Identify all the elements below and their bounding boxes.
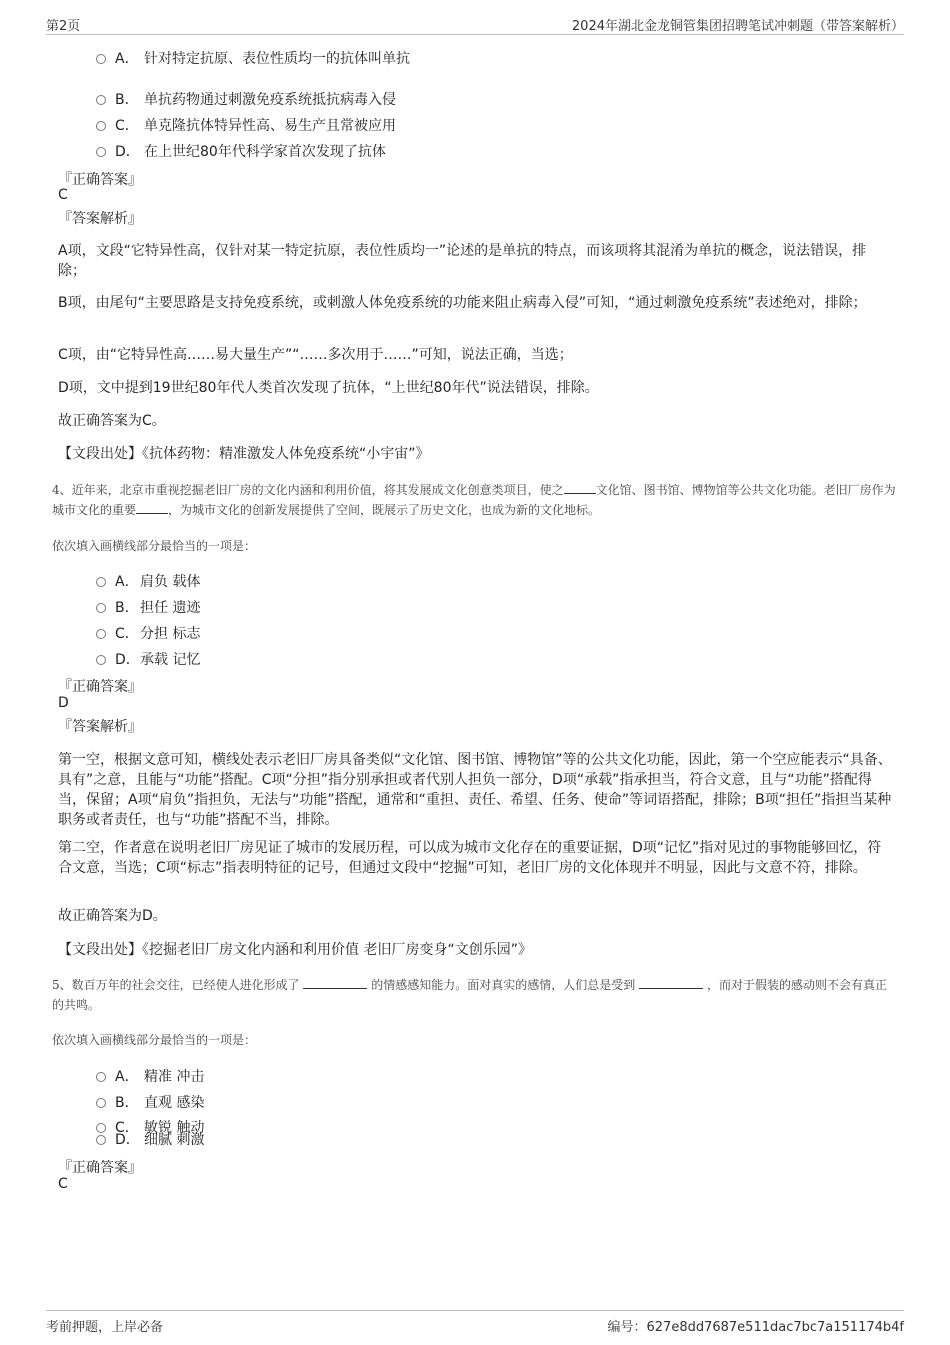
radio-icon[interactable]: [96, 1098, 106, 1108]
q4-stem: 4、近年来，北京市重视挖掘老旧厂房的文化内涵和利用价值，将其发展成文化创意类项目，使之 文化馆、图书馆、博物馆等公共文化功能。老旧厂房作为城市文化的重要 ，为城市文化的创新发展提供了空间，既展示了历史文化，也成为新的文化地标。: [52, 483, 896, 517]
blank-line: [303, 976, 367, 989]
page-header: [46, 14, 904, 35]
q4-instruction: 依次填入画横线部分最恰当的一项是：: [52, 539, 257, 553]
page-number: 第2页: [46, 19, 81, 34]
q3-analysis-c: C项，由“它特异性高……易大量生产”“……多次用于……”可知，说法正确，当选；: [58, 347, 573, 363]
q3-source: 【文段出处】《抗体药物：精准激发人体免疫系统“小宇宙”》: [58, 446, 430, 462]
radio-icon[interactable]: [96, 1123, 106, 1133]
q4-analysis-2: 第二空，作者意在说明老旧厂房见证了城市的发展历程，可以成为城市文化存在的重要证据，D项“记忆”指对见过的事物能够回忆，符合文意，当选；C项“标志”指表明特征的记号，但通过文段中“挖掘”可知，老旧厂房的文化体现并不明显，因此与文意不符，排除。: [58, 840, 882, 876]
q4-answer: D: [58, 695, 69, 711]
blank-line: [639, 976, 703, 989]
q5-answer: C: [58, 1176, 68, 1192]
q4-analysis-label: 『答案解析』: [58, 719, 142, 735]
radio-icon[interactable]: [96, 54, 106, 64]
radio-icon[interactable]: [96, 577, 106, 587]
radio-icon[interactable]: [96, 1072, 106, 1082]
radio-icon[interactable]: [96, 121, 106, 131]
radio-icon[interactable]: [96, 147, 106, 157]
q4-conclusion: 故正确答案为D。: [58, 908, 167, 924]
blank-line: [564, 481, 596, 494]
q3-answer: C: [58, 187, 68, 203]
radio-icon[interactable]: [96, 1135, 106, 1145]
blank-line: [136, 501, 168, 514]
q4-answer-label: 『正确答案』: [58, 679, 142, 695]
radio-icon[interactable]: [96, 655, 106, 665]
q3-analysis-a: A项，文段“它特异性高，仅针对某一特定抗原，表位性质均一”论述的是单抗的特点，而该项将其混淆为单抗的概念，说法错误，排除；: [58, 243, 867, 279]
q5-stem: 5、数百万年的社会交往，已经使人进化形成了 的情感感知能力。面对真实的感情，人们总是受到 ，而对于假装的感动则不会有真正的共鸣。: [52, 978, 887, 1012]
q3-analysis-b: B项，由尾句“主要思路是支持免疫系统，或刺激人体免疫系统的功能来阻止病毒入侵”可知，“通过刺激免疫系统”表述绝对，排除；: [58, 295, 867, 311]
q3-answer-label: 『正确答案』: [58, 172, 142, 188]
q4-analysis-1: 第一空，根据文意可知，横线处表示老旧厂房具备类似“文化馆、图书馆、博物馆”等的公共文化功能，因此，第一个空应能表示“具备、具有”之意，且能与“功能”搭配。C项“分担”指分别承担或者代别人担负一部分，D项“承载”指承担当，符合文意，且与“功能”搭配得当，保留；A项“肩负”指担负，无法与“功能”搭配，通常和“重担、责任、希望、任务、使命”等词语搭配，排除；B项“担任”指担当某种职务或者责任，也与“功能”搭配不当，排除。: [58, 752, 892, 828]
q3-analysis-d: D项，文中提到19世纪80年代人类首次发现了抗体，“上世纪80年代”说法错误，排除。: [58, 380, 599, 396]
page-footer: [46, 1310, 904, 1335]
document-serial: 编号：627e8dd7687e511dac7bc7a151174b4f: [607, 1320, 904, 1335]
footer-slogan: 考前押题，上岸必备: [46, 1320, 164, 1335]
radio-icon[interactable]: [96, 95, 106, 105]
q4-source: 【文段出处】《挖掘老旧厂房文化内涵和利用价值 老旧厂房变身“文创乐园”》: [58, 942, 532, 958]
document-title: 2024年湖北金龙铜管集团招聘笔试冲刺题（带答案解析）: [571, 19, 904, 34]
radio-icon[interactable]: [96, 603, 106, 613]
q3-analysis-label: 『答案解析』: [58, 211, 142, 227]
q5-instruction: 依次填入画横线部分最恰当的一项是：: [52, 1033, 257, 1047]
radio-icon[interactable]: [96, 629, 106, 639]
q3-conclusion: 故正确答案为C。: [58, 413, 166, 429]
q5-answer-label: 『正确答案』: [58, 1160, 142, 1176]
